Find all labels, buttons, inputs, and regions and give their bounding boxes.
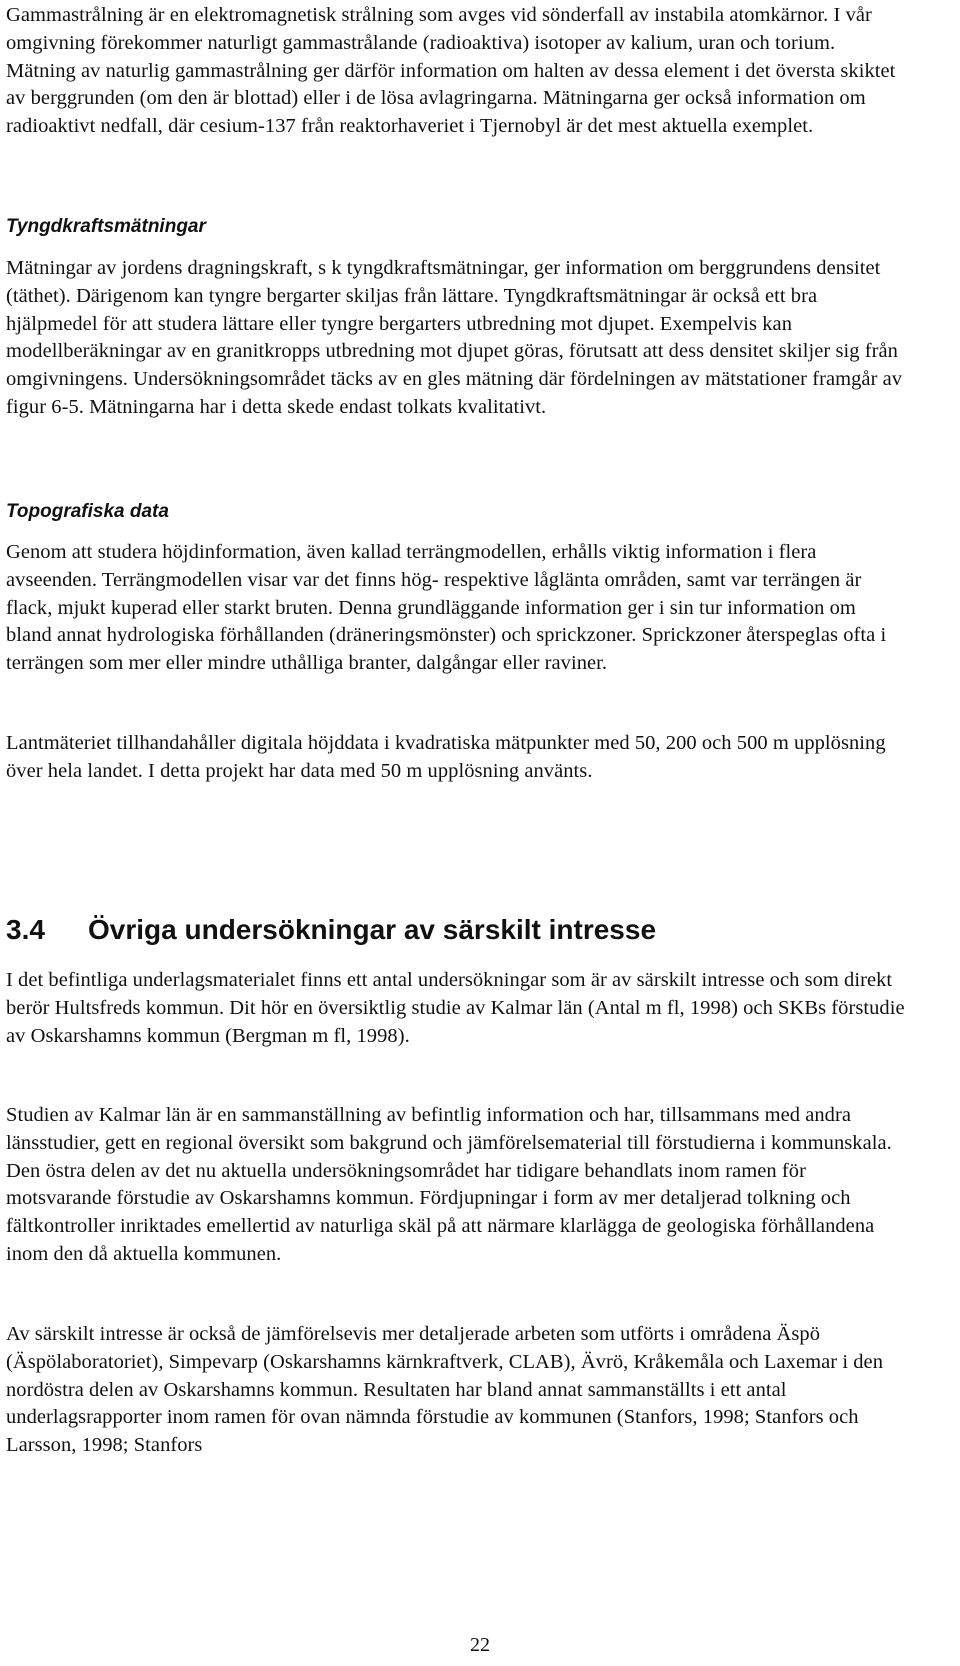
section-paragraph-1: I det befintliga underlagsmaterialet finns ett antal undersökningar som är av särskilt intresse och som direkt berör Hultsfreds kommun. Dit hör en översiktlig studie av Kalmar län (Antal m fl, 1998) och SKBs förstudie av Oskarshamns kommun (Bergman m fl, 1998). bbox=[6, 969, 905, 1047]
section-heading bbox=[6, 914, 656, 946]
section-paragraph-2: Studien av Kalmar län är en sammanställning av befintlig information och har, tillsammans med andra länsstudier, gett en regional översikt som bakgrund och jämförelsematerial till förstudierna i kommunskala. Den östra delen av det nu aktuella undersökningsområdet har tidigare behandlats inom ramen för motsvarande förstudie av Oskarshamns kommun. Fördjupningar i form av mer detaljerad tolkning och fältkontroller inriktades emellertid av naturliga skäl på att närmare klarlägga de geologiska förhållandena inom den då aktuella kommunen. bbox=[6, 1104, 892, 1265]
page-number: 22 bbox=[470, 1634, 490, 1656]
topography-paragraph-1: Genom att studera höjdinformation, även kallad terrängmodellen, erhålls viktig information i flera avseenden. Terrängmodellen visar var det finns hög- respektive låglänta områden, samt var terrängen är flack, mjukt kuperad eller starkt bruten. Denna grundläggande information ger i sin tur information om bland annat hydrologiska förhållanden (dräneringsmönster) och sprickzoner. Sprickzoner återspeglas ofta i terrängen som mer eller mindre uthålliga branter, dalgångar eller raviner. bbox=[6, 541, 887, 675]
gravity-heading: Tyngdkraftsmätningar bbox=[6, 216, 206, 237]
gravity-paragraph: Mätningar av jordens dragningskraft, s k tyngdkraftsmätningar, ger information om berggrundens densitet (täthet). Därigenom kan tyngre bergarter skiljas från lättare. Tyngdkraftsmätningar är också ett bra hjälpmedel för att studera lättare eller tyngre bergarters utbredning mot djupet. Exempelvis kan modellberäkningar av en granitkropps utbredning mot djupet göras, förutsatt att dess densitet skiljer sig från omgivningens. Undersökningsområdet täcks av en gles mätning där fördelningen av mätstationer framgår av figur 6-5. Mätningarna har i detta skede endast tolkats kvalitativt. bbox=[6, 257, 903, 418]
topography-paragraph-2: Lantmäteriet tillhandahåller digitala höjddata i kvadratiska mätpunkter med 50, 200 och 500 m upplösning över hela landet. I detta projekt har data med 50 m upplösning använts. bbox=[6, 732, 886, 782]
section-title: Övriga undersökningar av särskilt intresse bbox=[88, 914, 657, 945]
topography-heading: Topografiska data bbox=[6, 501, 169, 522]
section-number: 3.4 bbox=[6, 914, 45, 945]
section-paragraph-3: Av särskilt intresse är också de jämförelsevis mer detaljerade arbeten som utförts i områdena Äspö (Äspölaboratoriet), Simpevarp (Oskarshamns kärnkraftverk, CLAB), Ävrö, Kråkemåla och Laxemar i den nordöstra delen av Oskarshamns kommun. Resultaten har bland annat sammanställts i ett antal underlagsrapporter inom ramen för ovan nämnda förstudie av kommunen (Stanfors, 1998; Stanfors och Larsson, 1998; Stanfors bbox=[6, 1323, 883, 1457]
intro-paragraph: Gammastrålning är en elektromagnetisk strålning som avges vid sönderfall av instabila atomkärnor. I vår omgivning förekommer naturligt gammastrålande (radioaktiva) isotoper av kalium, uran och torium. Mätning av naturlig gammastrålning ger därför information om halten av dessa element i det översta skiktet av berggrunden (om den är blottad) eller i de lösa avlagringarna. Mätningarna ger också information om radioaktivt nedfall, där cesium-137 från reaktorhaveriet i Tjernobyl är det mest aktuella exemplet. bbox=[6, 4, 896, 138]
